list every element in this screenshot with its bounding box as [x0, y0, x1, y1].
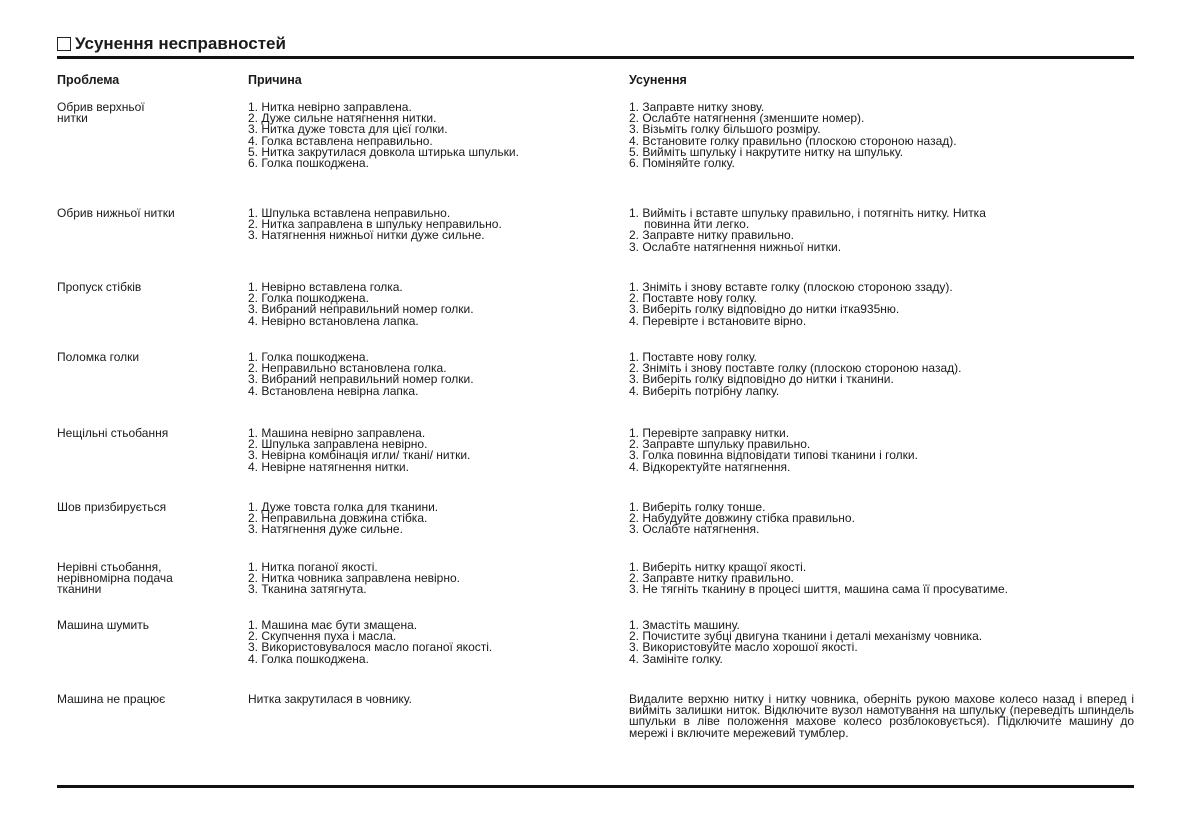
cell-line: Поломка голки	[57, 350, 140, 364]
cell-line: 2. Почистите зубці двигуна тканини і деталі механізму човника.	[629, 629, 983, 644]
cell-line: 2. Набудуйте довжину стібка правильно.	[629, 511, 855, 526]
cell-line: 4. Невірне натягнення нитки.	[248, 459, 409, 474]
cell-line: Машина шумить	[57, 618, 149, 632]
problem-cell	[57, 694, 237, 705]
problem-cell	[57, 102, 237, 124]
cause-cell	[248, 102, 618, 169]
cell-line: 1. Поставте нову голку.	[629, 350, 757, 364]
problem-cell	[57, 428, 237, 439]
cell-line: 3. Голка повинна відповідати типові тканини і голки.	[629, 448, 918, 463]
solution-cell	[629, 502, 1134, 536]
cell-line: 3. Використовувалося масло поганої якості.	[248, 640, 493, 655]
cell-line: 2. Скупчення пуха і масла.	[248, 629, 397, 644]
cell-line: 3. Нитка дуже товста для цієї голки.	[248, 122, 448, 137]
cell-line: 2. Заправте нитку правильно.	[629, 228, 794, 243]
top-rule	[57, 56, 1134, 59]
cell-line: 6. Поміняйте голку.	[629, 156, 735, 171]
problem-cell	[57, 562, 237, 596]
cell-line: 1. Машина невірно заправлена.	[248, 426, 426, 440]
problem-cell	[57, 352, 237, 363]
cell-line: 2. Шпулька заправлена невірно.	[248, 437, 428, 452]
header-solution: Усунення	[629, 73, 687, 87]
cell-line: 2. Неправильно встановлена голка.	[248, 361, 447, 376]
header-cause: Причина	[248, 73, 302, 87]
cell-line: 4. Голка вставлена неправильно.	[248, 133, 433, 148]
cell-line: Обрив верхньої	[57, 100, 145, 114]
cause-cell	[248, 620, 618, 665]
cell-line: 3. Тканина затягнута.	[248, 582, 367, 597]
cell-line: 4. Перевірте і встановите вірно.	[629, 313, 807, 328]
title-text: Усунення несправностей	[75, 34, 286, 53]
cell-line: 2. Голка пошкоджена.	[248, 291, 369, 306]
cell-line: 6. Голка пошкоджена.	[248, 156, 369, 171]
cell-line: 1. Нитка невірно заправлена.	[248, 100, 412, 114]
page-title	[57, 34, 286, 54]
header-problem: Проблема	[57, 73, 120, 87]
cell-line: тканини	[57, 582, 102, 597]
cell-line: 3. Ослабте натягнення нижньої нитки.	[629, 239, 842, 254]
problem-cell	[57, 282, 237, 293]
cell-line: 1. Дуже товста голка для тканини.	[248, 500, 439, 514]
cell-line: 2. Заправте нитку правильно.	[629, 571, 794, 586]
cell-line: 3. Натягнення нижньої нитки дуже сильне.	[248, 228, 485, 243]
cell-line: 1. Виберіть нитку кращої якості.	[629, 560, 807, 574]
cell-line: 1. Нитка поганої якості.	[248, 560, 378, 574]
cell-line: 1. Невірно вставлена голка.	[248, 280, 403, 294]
cell-line: 2. Ослабте натягнення (зменшите номер).	[629, 111, 865, 126]
cell-line: нерівномірна подача	[57, 571, 173, 586]
checkbox-square-icon	[57, 37, 71, 51]
cell-line: Пропуск стібків	[57, 280, 142, 294]
cause-cell	[248, 428, 618, 473]
cell-line: Машина не працює	[57, 692, 166, 706]
cell-line: 1. Шпулька вставлена неправильно.	[248, 206, 451, 220]
cell-line: 5. Нитка закрутилася довкола штирька шпульки.	[248, 144, 519, 159]
cause-cell	[248, 282, 618, 327]
cell-line: 2. Нитка заправлена в шпульку неправильно.	[248, 217, 502, 232]
cell-line: 1. Перевірте заправку нитки.	[629, 426, 790, 440]
cell-line: 2. Нитка човника заправлена невірно.	[248, 571, 460, 586]
cell-line: 3. Виберіть голку відповідно до нитки і тканини.	[629, 372, 894, 387]
problem-cell	[57, 502, 237, 513]
cell-line: 1. Машина має бути змащена.	[248, 618, 418, 632]
cell-line: 1. Вийміть і вставте шпульку правильно, і потягніть нитку. Нитка	[629, 206, 986, 220]
solution-cell	[629, 428, 1134, 473]
cell-line: 5. Вийміть шпульку і накрутите нитку на шпульку.	[629, 144, 904, 159]
cell-line: 4. Виберіть потрібну лапку.	[629, 383, 780, 398]
cell-line: 3. Вибраний неправильний номер голки.	[248, 302, 474, 317]
cell-line: 4. Відкоректуйте натягнення.	[629, 459, 791, 474]
cell-line: 3. Виберіть голку відповідно до нитки іткa935ню.	[629, 302, 900, 317]
cell-line: Нитка закрутилася в човнику.	[248, 692, 412, 706]
solution-cell	[629, 102, 1134, 169]
cell-line: Шов призбирується	[57, 500, 167, 514]
cell-line: 4. Замініте голку.	[629, 651, 723, 666]
cell-line: 3. Не тягніть тканину в процесі шиття, машина сама її просуватиме.	[629, 582, 1008, 597]
cell-line: 1. Змастіть машину.	[629, 618, 740, 632]
cell-line: 3. Ослабте натягнення.	[629, 522, 760, 537]
cell-line: 3. Вибраний неправильний номер голки.	[248, 372, 474, 387]
cell-line: 2. Неправильна довжина стібка.	[248, 511, 428, 526]
solution-cell	[629, 694, 1134, 739]
problem-cell	[57, 620, 237, 631]
solution-paragraph: Видалите верхню нитку і нитку човника, оберніть рукою махове колесо назад і вперед і вийміть залишки ниток. Відключите вузол намотування на шпульку (переведіть шпиндель шпульки в ліве положення махове колесо розблоковується). Підключите машину до мережі і включите мережевий тумблер.	[629, 692, 1134, 740]
solution-cell	[629, 562, 1134, 596]
cell-line: нитки	[57, 111, 88, 126]
cell-line: 4. Голка пошкоджена.	[248, 651, 369, 666]
cell-line: 2. Зніміть і знову поставте голку (плоскою стороною назад).	[629, 361, 962, 376]
solution-cell	[629, 208, 1134, 253]
cause-cell	[248, 502, 618, 536]
cause-cell	[248, 352, 618, 397]
bottom-rule	[57, 785, 1134, 788]
problem-cell	[57, 208, 237, 219]
cell-line: 2. Дуже сильне натягнення нитки.	[248, 111, 437, 126]
cell-line: 1. Зніміть і знову вставте голку (плоскою стороною ззаду).	[629, 280, 953, 294]
cell-line: Нерівні стьобання,	[57, 560, 162, 574]
solution-cell	[629, 282, 1134, 327]
cell-line: Обрив нижньої нитки	[57, 206, 175, 220]
cell-line: 1. Голка пошкоджена.	[248, 350, 369, 364]
cell-line: 2. Поставте нову голку.	[629, 291, 757, 306]
cause-cell	[248, 208, 618, 242]
cause-cell	[248, 694, 618, 705]
cell-line: 4. Встановлена невірна лапка.	[248, 383, 419, 398]
cell-line: 3. Натягнення дуже сильне.	[248, 522, 403, 537]
cell-line: 1. Виберіть голку тонше.	[629, 500, 766, 514]
solution-cell	[629, 620, 1134, 665]
cell-line: 3. Використовуйте масло хорошої якості.	[629, 640, 858, 655]
cell-line: повинна йти легко.	[644, 217, 750, 232]
cell-line: 3. Візьміть голку більшого розміру.	[629, 122, 821, 137]
cell-line: 1. Заправте нитку знову.	[629, 100, 765, 114]
cell-line: 4. Встановите голку правильно (плоскою стороною назад).	[629, 133, 957, 148]
solution-cell	[629, 352, 1134, 397]
cell-line: Нещільні стьобання	[57, 426, 169, 440]
cause-cell	[248, 562, 618, 596]
cell-line: 4. Невірно встановлена лапка.	[248, 313, 419, 328]
cell-line: 3. Невірна комбінація игли/ ткані/ нитки.	[248, 448, 471, 463]
cell-line: 2. Заправте шпульку правильно.	[629, 437, 811, 452]
